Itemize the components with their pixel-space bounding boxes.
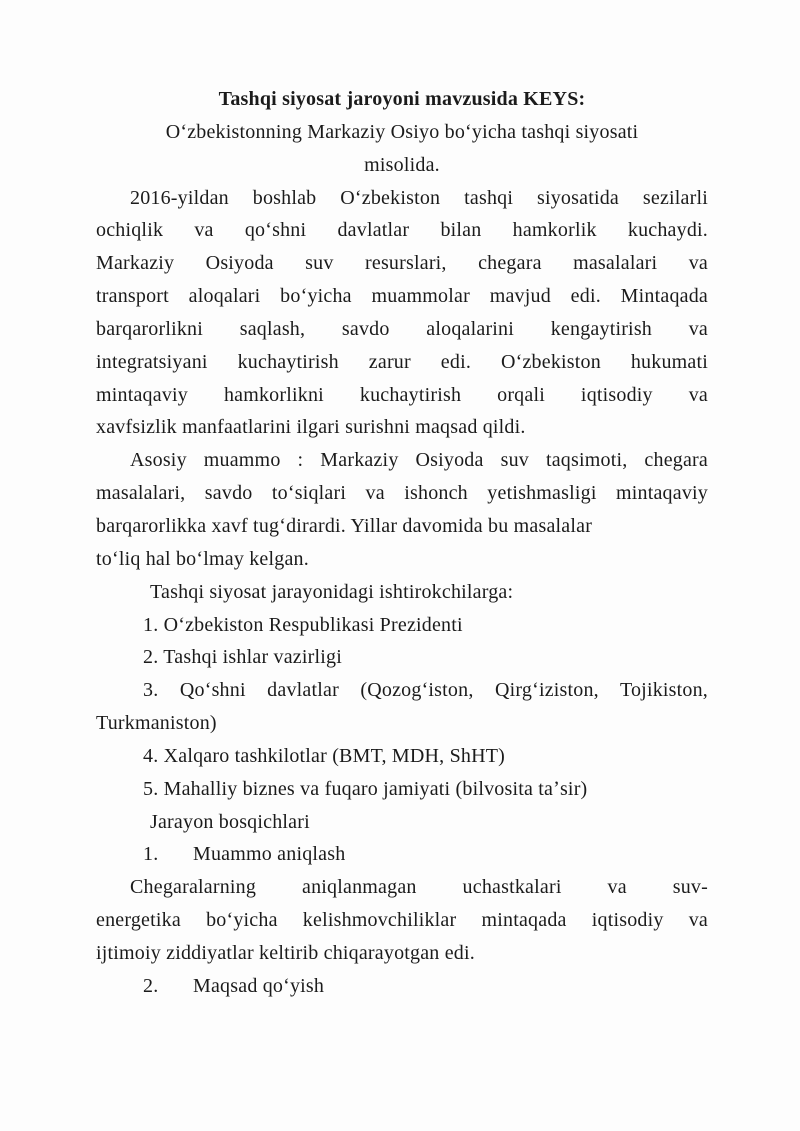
document-subtitle-line: misolida. <box>364 153 440 176</box>
text-line: energetika boʻyicha kelishmovchiliklar mintaqada iqtisodiy va <box>96 909 708 932</box>
text-line: 3. Qoʻshni davlatlar (Qozogʻiston, Qirgʻiziston, Tojikiston, <box>143 679 708 702</box>
text-line: Turkmaniston) <box>96 712 217 735</box>
text-line: 2016-yildan boshlab Oʻzbekiston tashqi siyosatida sezilarli <box>130 186 708 209</box>
text-line: Asosiy muammo : Markaziy Osiyoda suv taqsimoti, chegara <box>130 449 708 472</box>
document-text-block <box>96 83 708 1003</box>
document-subtitle-line: Oʻzbekistonning Markaziy Osiyo boʻyicha tashqi siyosati <box>165 120 639 143</box>
list-number: 1. <box>143 843 159 866</box>
text-line: Jarayon bosqichlari <box>150 810 310 833</box>
document-title: Tashqi siyosat jaroyoni mavzusida KEYS: <box>218 88 586 110</box>
text-line: xavfsizlik manfaatlarini ilgari surishni maqsad qildi. <box>96 416 526 439</box>
text-line: 1. Muammo aniqlash <box>96 838 708 871</box>
list-number: 2. <box>143 974 159 997</box>
text-line: 5. Mahalliy biznes va fuqaro jamiyati (bilvosita taʼsir) <box>143 777 588 800</box>
text-line: mintaqaviy hamkorlikni kuchaytirish orqali iqtisodiy va <box>96 383 708 406</box>
text-line: barqarorlikka xavf tugʻdirardi. Yillar davomida bu masalalar <box>96 514 593 537</box>
text-line: 2. Maqsad qoʻyish <box>96 970 708 1003</box>
text-line: ijtimoiy ziddiyatlar keltirib chiqarayotgan edi. <box>96 941 475 964</box>
text-line: toʻliq hal boʻlmay kelgan. <box>96 547 309 570</box>
text-line: 4. Xalqaro tashkilotlar (BMT, MDH, ShHT) <box>143 744 506 767</box>
text-line: 1. Oʻzbekiston Respublikasi Prezidenti <box>143 613 463 636</box>
text-line: barqarorlikni saqlash, savdo aloqalarini kengaytirish va <box>96 317 708 340</box>
text-line: masalalari, savdo toʻsiqlari va ishonch yetishmasligi mintaqaviy <box>96 482 708 505</box>
text-line: Chegaralarning aniqlanmagan uchastkalari va suv- <box>130 876 708 899</box>
text-line: 2. Tashqi ishlar vazirligi <box>143 646 342 669</box>
text-line: ochiqlik va qoʻshni davlatlar bilan hamkorlik kuchaydi. <box>96 219 708 242</box>
text-line: Tashqi siyosat jarayonidagi ishtirokchilarga: <box>150 580 514 603</box>
text-line: transport aloqalari boʻyicha muammolar mavjud edi. Mintaqada <box>96 285 708 308</box>
text-line: Markaziy Osiyoda suv resurslari, chegara masalalari va <box>96 252 708 275</box>
text-line: integratsiyani kuchaytirish zarur edi. Oʻzbekiston hukumati <box>96 350 708 373</box>
body-lines <box>96 182 708 1003</box>
